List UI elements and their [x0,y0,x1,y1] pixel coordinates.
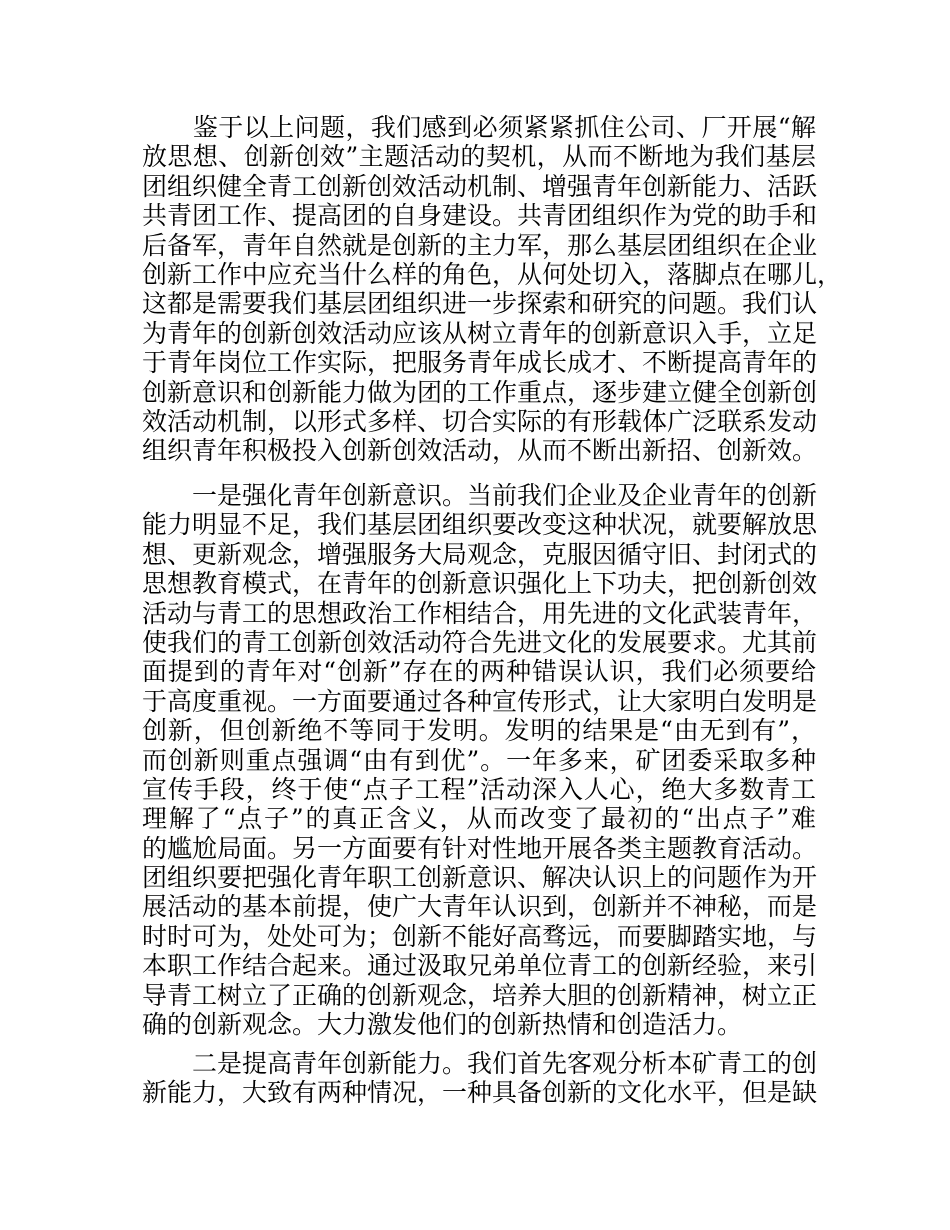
text-line: 效活动机制，以形式多样、切合实际的有形载体广泛联系发动 [142,406,818,436]
text-line: 导青工树立了正确的创新观念，培养大胆的创新精神，树立正 [142,980,818,1010]
text-line: 共青团工作、提高团的自身建设。共青团组织作为党的助手和 [142,201,818,231]
text-line: 于高度重视。一方面要通过各种宣传形式，让大家明白发明是 [142,686,818,716]
text-line: 理解了“点子”的真正含义，从而改变了最初的“出点子”难 [142,804,816,834]
text-line: 展活动的基本前提，使广大青年认识到，创新并不神秘，而是 [142,892,818,922]
text-line: 组织青年积极投入创新创效活动，从而不断出新招、创新效。 [142,436,818,466]
text-line: 而创新则重点强调“由有到优”。一年多来，矿团委采取多种 [142,745,816,775]
text-line: 鉴于以上问题，我们感到必须紧紧抓住公司、厂开展“解 [142,113,816,142]
text-line: 放思想、创新创效”主题活动的契机，从而不断地为我们基层 [142,142,816,172]
text-line: 一是强化青年创新意识。当前我们企业及企业青年的创新 [142,481,818,510]
text-line: 为青年的创新创效活动应该从树立青年的创新意识入手，立足 [142,318,818,348]
text-line: 新能力，大致有两种情况，一种具备创新的文化水平，但是缺 [142,1078,818,1108]
text-line: 使我们的青工创新创效活动符合先进文化的发展要求。尤其前 [142,627,818,657]
paragraph-3 [142,1049,816,1108]
text-line: 团组织健全青工创新创效活动机制、增强青年创新能力、活跃 [142,171,818,201]
text-line: 活动与青工的思想政治工作相结合，用先进的文化武装青年， [142,598,818,628]
text-line: 创新意识和创新能力做为团的工作重点，逐步建立健全创新创 [142,377,818,407]
text-line: 想、更新观念，增强服务大局观念，克服因循守旧、封闭式的 [142,539,818,569]
text-line: 确的创新观念。大力激发他们的创新热情和创造活力。 [142,1010,743,1040]
text-line: 二是提高青年创新能力。我们首先客观分析本矿青工的创 [142,1049,818,1078]
text-line: 创新，但创新绝不等同于发明。发明的结果是“由无到有”， [142,716,816,746]
text-line: 本职工作结合起来。通过汲取兄弟单位青工的创新经验，来引 [142,951,818,981]
paragraph-1 [142,113,843,466]
text-line: 能力明显不足，我们基层团组织要改变这种状况，就要解放思 [142,510,818,540]
text-line: 团组织要把强化青年职工创新意识、解决认识上的问题作为开 [142,863,818,893]
text-line: 面提到的青年对“创新”存在的两种错误认识，我们必须要给 [142,657,816,687]
text-line: 于青年岗位工作实际，把服务青年成长成才、不断提高青年的 [142,348,818,378]
text-line: 思想教育模式，在青年的创新意识强化上下功夫，把创新创效 [142,569,818,599]
text-line: 这都是需要我们基层团组织进一步探索和研究的问题。我们认 [142,289,818,319]
paragraph-2 [142,481,816,1039]
text-line: 时时可为，处处可为；创新不能好高骛远，而要脚踏实地，与 [142,921,818,951]
text-line: 创新工作中应充当什么样的角色，从何处切入，落脚点在哪儿， [142,259,843,289]
text-line: 的尴尬局面。另一方面要有针对性地开展各类主题教育活动。 [142,833,818,863]
text-line: 后备军，青年自然就是创新的主力军，那么基层团组织在企业 [142,230,818,260]
text-line: 宣传手段，终于使“点子工程”活动深入人心，绝大多数青工 [142,774,816,804]
